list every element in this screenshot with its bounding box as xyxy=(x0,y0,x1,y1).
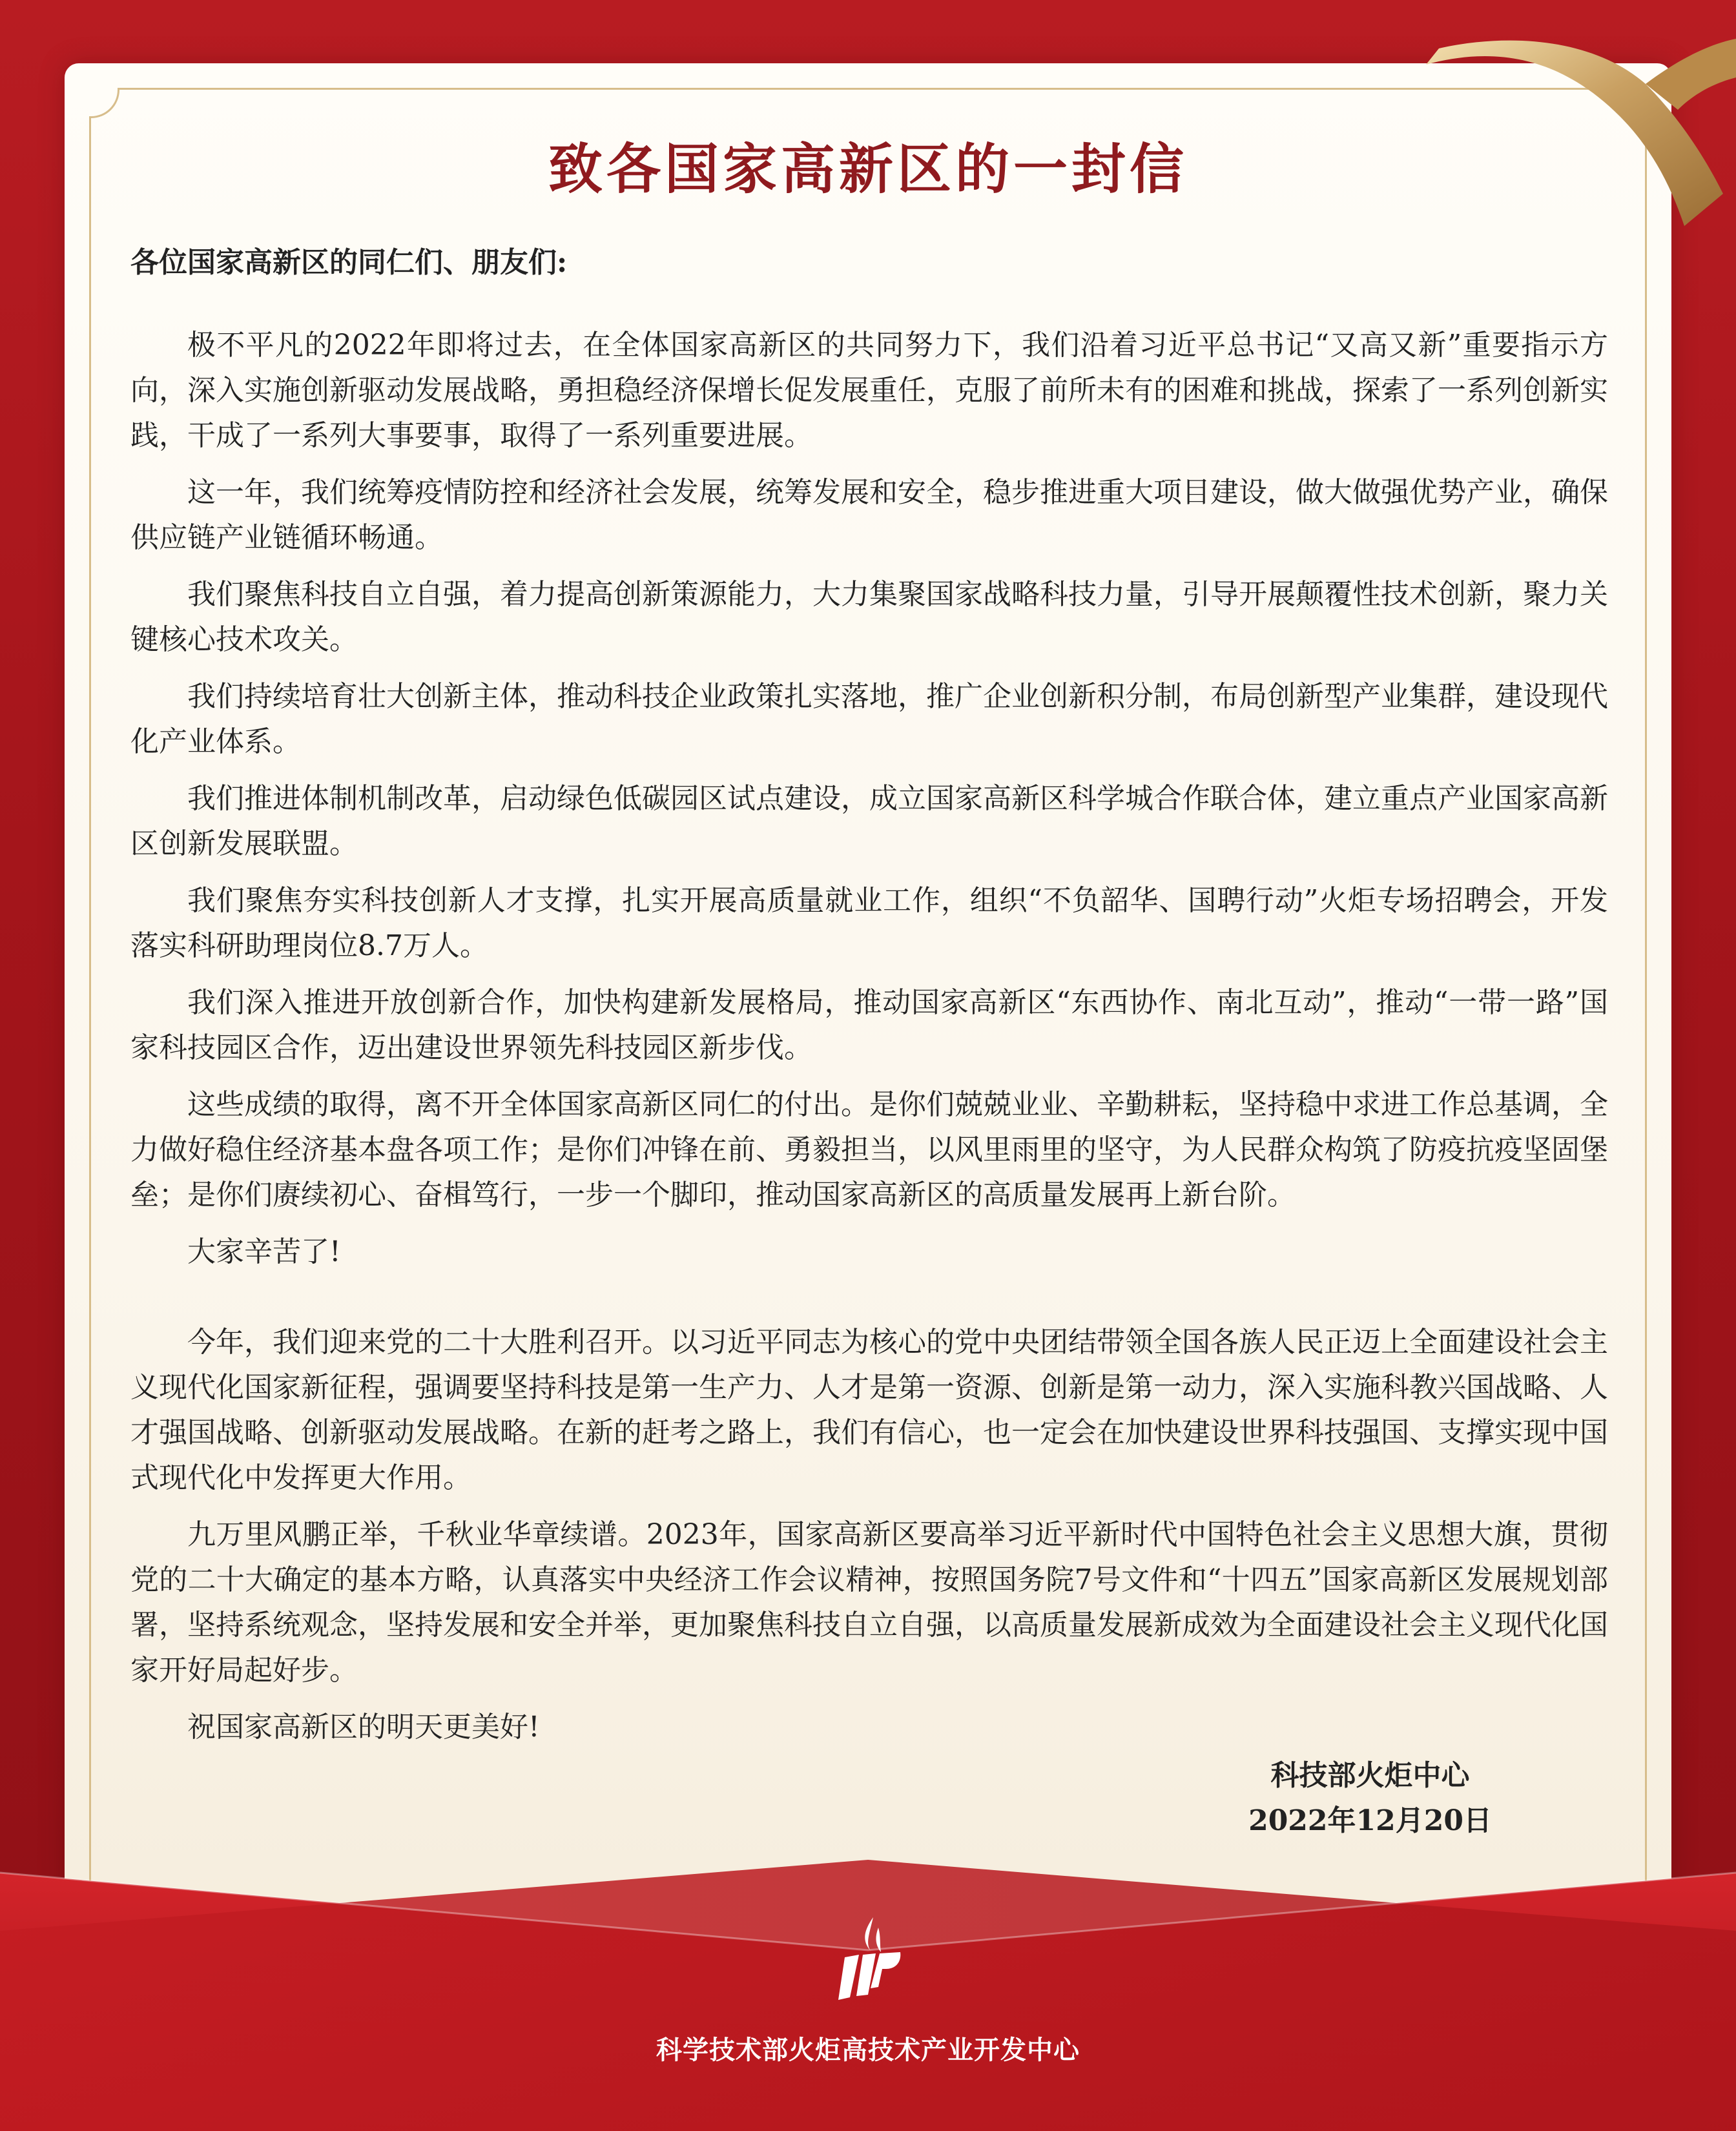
paragraph: 这一年，我们统筹疫情防控和经济社会发展，统筹发展和安全，稳步推进重大项目建设，做大做强优势产业，确保供应链产业链循环畅通。 xyxy=(130,476,1608,554)
signature-block xyxy=(1248,1753,1492,1844)
paragraph: 大家辛苦了! xyxy=(187,1235,341,1268)
organization-name: 科学技术部火炬高技术产业开发中心 xyxy=(656,2035,1080,2065)
signature-date: 2022年12月20日 xyxy=(1248,1804,1492,1837)
paragraph: 我们深入推进开放创新合作，加快构建新发展格局，推动国家高新区“东西协作、南北互动”，推动“一带一路”国家科技园区合作，迈出建设世界领先科技园区新步伐。 xyxy=(130,986,1608,1064)
paragraph: 我们聚焦科技自立自强，着力提高创新策源能力，大力集聚国家战略科技力量，引导开展颠覆性技术创新，聚力关键核心技术攻关。 xyxy=(130,578,1608,656)
torch-logo-icon xyxy=(833,1915,904,2005)
letter-body xyxy=(130,240,1608,1762)
salutation: 各位国家高新区的同仁们、朋友们: xyxy=(130,246,568,279)
paragraph: 祝国家高新区的明天更美好! xyxy=(187,1711,540,1744)
paragraph: 今年，我们迎来党的二十大胜利召开。以习近平同志为核心的党中央团结带领全国各族人民正迈上全面建设社会主义现代化国家新征程，强调要坚持科技是第一生产力、人才是第一资源、创新是第一动力，深入实施科教兴国战略、人才强国战略、创新驱动发展战略。在新的赶考之路上，我们有信心，也一定会在加快建设世界科技强国、支撑实现中国式现代化中发挥更大作用。 xyxy=(130,1326,1608,1494)
paragraph: 我们持续培育壮大创新主体，推动科技企业政策扎实落地，推广企业创新积分制，布局创新型产业集群，建设现代化产业体系。 xyxy=(130,680,1608,758)
paragraph: 九万里风鹏正举，千秋业华章续谱。2023年，国家高新区要高举习近平新时代中国特色社会主义思想大旗，贯彻党的二十大确定的基本方略，认真落实中央经济工作会议精神，按照国务院7号文件和“十四五”国家高新区发展规划部署，坚持系统观念，坚持发展和安全并举，更加聚焦科技自立自强，以高质量发展新成效为全面建设社会主义现代化国家开好局起好步。 xyxy=(130,1518,1608,1687)
signature-name: 科技部火炬中心 xyxy=(1270,1759,1470,1792)
paragraph: 这些成绩的取得，离不开全体国家高新区同仁的付出。是你们兢兢业业、辛勤耕耘，坚持稳中求进工作总基调，全力做好稳住经济基本盘各项工作；是你们冲锋在前、勇毅担当，以风里雨里的坚守，为人民群众构筑了防疫抗疫坚固堡垒；是你们赓续初心、奋楫笃行，一步一个脚印，推动国家高新区的高质量发展再上新台阶。 xyxy=(130,1088,1608,1211)
paragraph: 我们聚焦夯实科技创新人才支撑，扎实开展高质量就业工作，组织“不负韶华、国聘行动”火炬专场招聘会，开发落实科研助理岗位8.7万人。 xyxy=(130,884,1608,962)
letter-title: 致各国家高新区的一封信 xyxy=(548,137,1188,201)
paragraph: 我们推进体制机制改革，启动绿色低碳园区试点建设，成立国家高新区科学城合作联合体，建立重点产业国家高新区创新发展联盟。 xyxy=(130,782,1608,860)
paragraph: 极不平凡的2022年即将过去，在全体国家高新区的共同努力下，我们沿着习近平总书记“又高又新”重要指示方向，深入实施创新驱动发展战略，勇担稳经济保增长促发展重任，克服了前所未有的困难和挑战，探索了一系列创新实践，干成了一系列大事要事，取得了一系列重要进展。 xyxy=(130,329,1608,452)
